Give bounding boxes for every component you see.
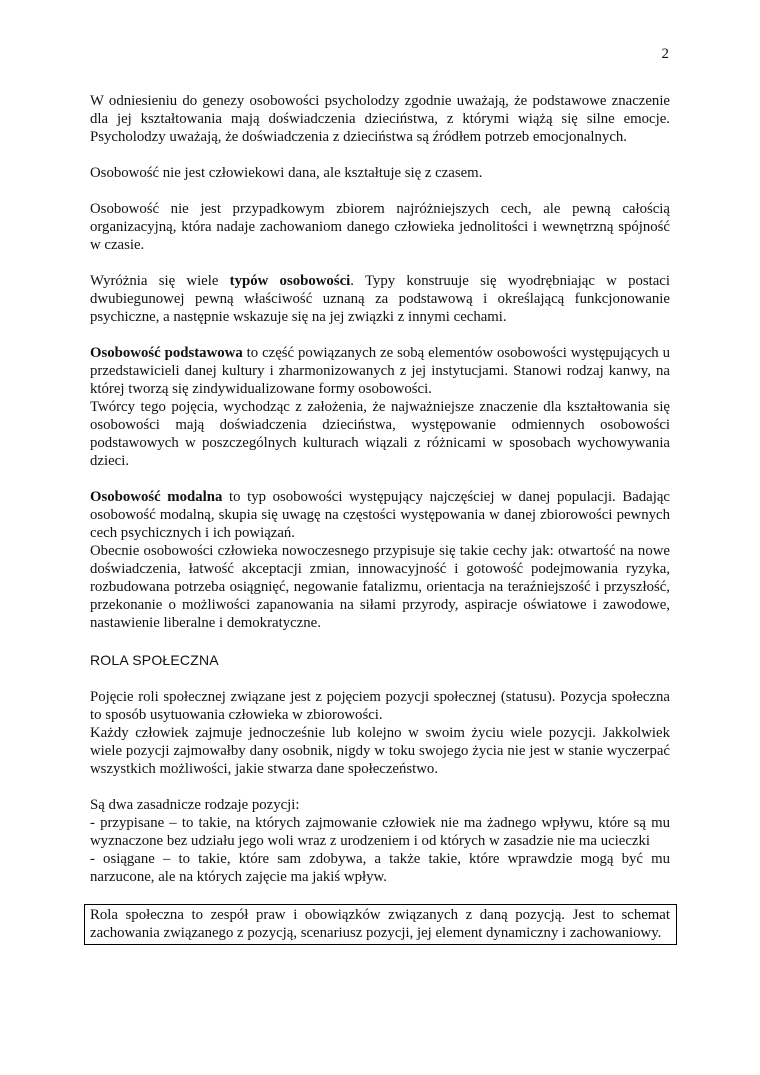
bold-term: Osobowość podstawowa: [90, 345, 243, 361]
paragraph-modal-personality: [90, 488, 670, 542]
paragraph-genesis: W odniesieniu do genezy osobowości psycholodzy zgodnie uważają, że podstawowe znaczenie dla jej kształtowania mają doświadczenia dzieciństwa, z którymi wiążą się silne emocje. Psycholodzy uważają, że doświadczenia z dzieciństwa są źródłem potrzeb emocjonalnych.: [90, 93, 670, 145]
definition-box: [84, 904, 677, 945]
document-body: [90, 92, 670, 945]
list-item-ascribed: - przypisane – to takie, na których zajmowanie człowiek nie ma żadnego wpływu, które są mu wyznaczone bez udziału jego woli wraz z urodzeniem i od których w zasadzie nie ma ucieczki: [90, 815, 670, 849]
definition-text: Rola społeczna to zespół praw i obowiązków związanych z daną pozycją. Jest to schemat zachowania związanego z pozycją, scenariusz pozycji, jej element dynamiczny i zachowaniowy.: [90, 907, 670, 941]
paragraph-formed-over-time: Osobowość nie jest człowiekowi dana, ale kształtuje się z czasem.: [90, 165, 483, 181]
list-item-achieved: - osiągane – to takie, które sam zdobywa, a także takie, które wprawdzie mogą być mu narzucone, ale na których zajęcie ma jakiś wpływ.: [90, 851, 670, 885]
section-heading: ROLA SPOŁECZNA: [90, 652, 219, 668]
paragraph-modern-traits: Obecnie osobowości człowieka nowoczesnego przypisuje się takie cechy jak: otwartość na nowe doświadczenia, łatwość akceptacji zmian, innowacyjność i gotowość podejmowania ryzyka, rozbudowana potrzeba osiągnięć, negowanie fatalizmu, orientacja na teraźniejszość i przyszłość, przekonanie o możliwości zapanowania na siłami przyrody, aspiracje oświatowe i zawodowe, nastawienie liberalne i demokratyczne.: [90, 543, 670, 631]
paragraph-concept-creators: Twórcy tego pojęcia, wychodząc z założenia, że najważniejsze znaczenie dla kształtowania się osobowości mają doświadczenia dzieciństwa, występowanie odmiennych osobowości podstawowych w poszczególnych kulturach wiązali z różnicami w sposobach wychowywania dzieci.: [90, 399, 670, 469]
text-segment: Wyróżnia się wiele: [90, 273, 230, 289]
paragraph-positions: Każdy człowiek zajmuje jednocześnie lub kolejno w swoim życiu wiele pozycji. Jakkolwiek wiele pozycji zajmowałby dany osobnik, nigdy w toku swojego życia nie jest w stanie wyczerpać wszystkich możliwości, jakie stwarza dane społeczeństwo.: [90, 725, 670, 777]
bold-term: Osobowość modalna: [90, 489, 223, 505]
paragraph-organizational-whole: Osobowość nie jest przypadkowym zbiorem najróżniejszych cech, ale pewną całością organizacyjną, która nadaje zachowaniom danego człowieka jednolitości i wewnętrzną spójność w czasie.: [90, 201, 670, 253]
page-number: 2: [661, 46, 669, 62]
text-segment: to część powiązanych ze sobą elementów osobowości występujących u przedstawicieli danej kultury i zharmonizowanych z jej instytucjami. Stanowi rodzaj kanwy, na której tworzą się zindywidualizowane formy osobowości.: [90, 345, 670, 397]
text-segment: to typ osobowości występujący najczęściej w danej populacji. Badając osobowość modalną, skupia się uwagę na częstości występowania w danej zbiorowości pewnych cech psychicznych i ich powiązań.: [90, 489, 670, 541]
paragraph-social-role: Pojęcie roli społecznej związane jest z pojęciem pozycji społecznej (statusu). Pozycja społeczna to sposób usytuowania człowieka w zbiorowości.: [90, 689, 670, 723]
bold-term: typów osobowości: [229, 273, 351, 289]
paragraph-personality-types: [90, 272, 670, 326]
text-segment: . Typy konstruuje się wyodrębniając w postaci dwubiegunowej pewną właściwość uznaną za podstawową i określającą funkcjonowanie psychiczne, a następnie wskazuje się na jej związki z innymi cechami.: [90, 273, 670, 325]
paragraph-basic-personality: [90, 344, 670, 398]
paragraph-position-types: Są dwa zasadnicze rodzaje pozycji:: [90, 797, 300, 813]
